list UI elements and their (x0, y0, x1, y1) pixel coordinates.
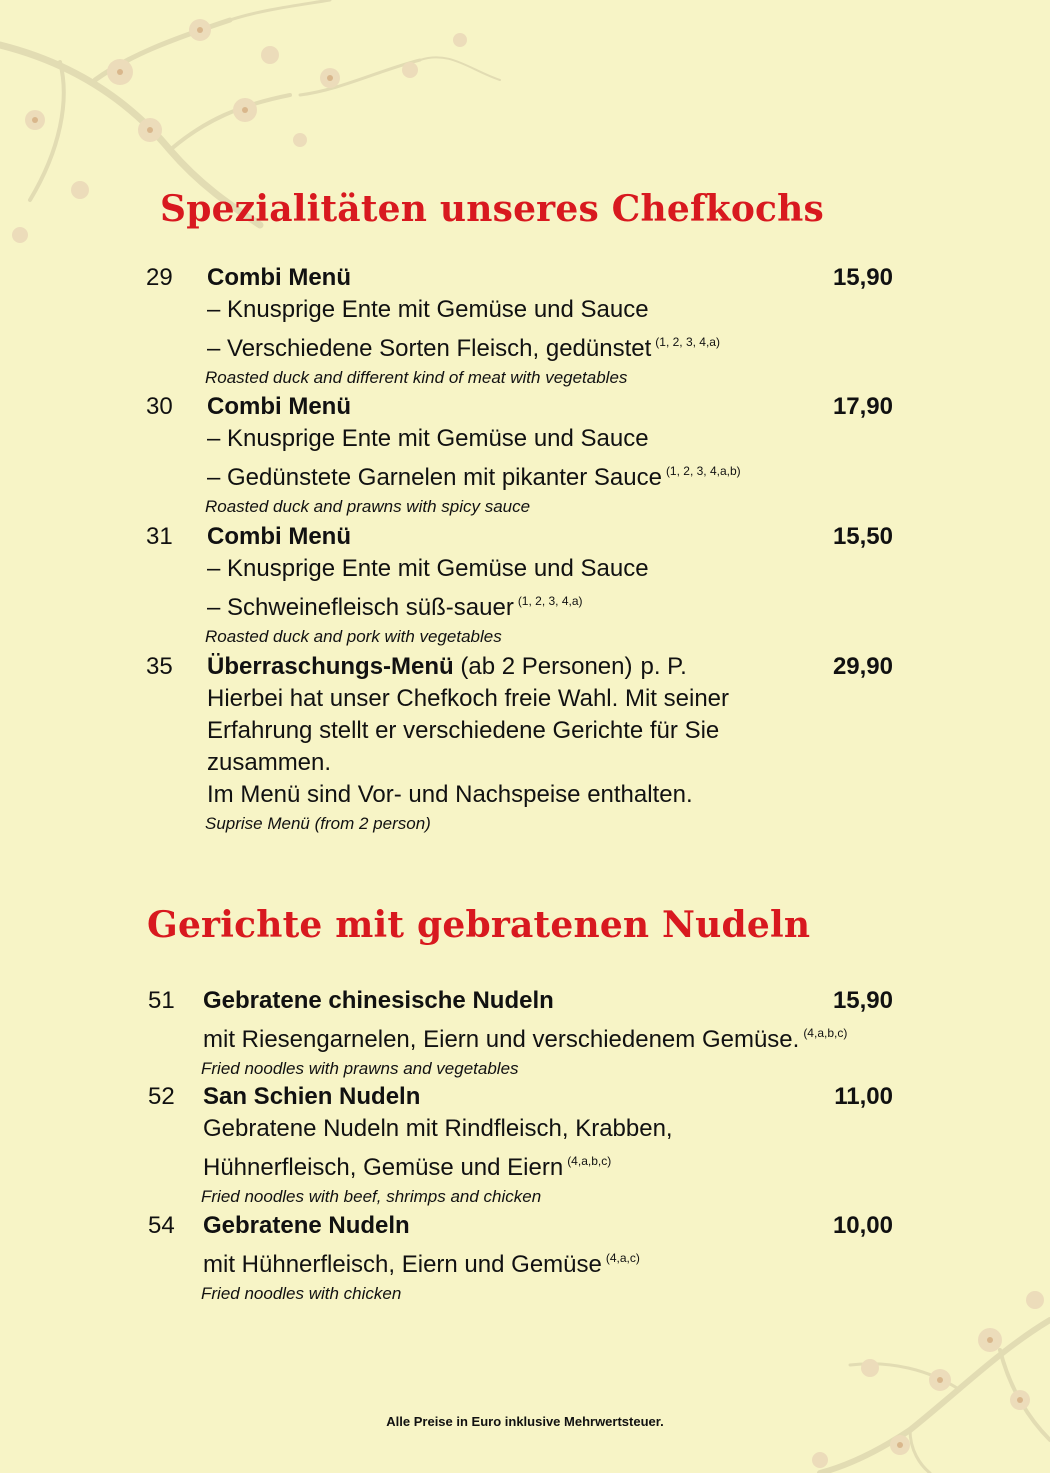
item-name: Gebratene Nudeln (203, 1212, 410, 1239)
allergen-codes: (1, 2, 3, 4,a) (517, 594, 583, 608)
item-description-line: – Knusprige Ente mit Gemüse und Sauce (207, 296, 649, 323)
item-description-line: Hühnerfleisch, Gemüse und Eiern (203, 1154, 564, 1181)
allergen-codes: (4,a,b,c) (803, 1026, 848, 1040)
item-number: 31 (146, 523, 173, 550)
allergen-codes: (1, 2, 3, 4,a) (655, 335, 720, 349)
item-name: Combi Menü (207, 393, 351, 420)
item-number: 29 (146, 264, 173, 291)
item-description-line: – Verschiedene Sorten Fleisch, gedünstet (207, 335, 652, 362)
item-description-line: – Gedünstete Garnelen mit pikanter Sauce (207, 464, 662, 491)
item-translation: Roasted duck and pork with vegetables (205, 627, 502, 646)
item-number: 35 (146, 653, 173, 680)
item-description-line: Im Menü sind Vor- und Nachspeise enthalten. (207, 781, 693, 808)
item-translation: Roasted duck and prawns with spicy sauce (205, 497, 531, 516)
item-number: 52 (148, 1083, 175, 1110)
item-description-line: – Knusprige Ente mit Gemüse und Sauce (207, 425, 649, 452)
item-description-line: Hierbei hat unser Chefkoch freie Wahl. Mit seiner (207, 685, 729, 712)
item-number: 54 (148, 1212, 175, 1239)
item-price: 11,00 (834, 1083, 893, 1110)
item-name-extra: (ab 2 Personen) (460, 653, 633, 680)
cherry-blossom-bottom-right-decoration (760, 1280, 1050, 1473)
per-person-label: p. P. (640, 653, 687, 680)
item-name: Überraschungs-Menü (207, 653, 454, 680)
item-translation: Fried noodles with beef, shrimps and chicken (201, 1187, 542, 1206)
item-price: 17,90 (832, 393, 893, 420)
item-translation: Suprise Menü (from 2 person) (205, 814, 431, 833)
item-number: 51 (148, 987, 175, 1014)
item-price: 15,50 (832, 523, 893, 550)
item-price: 29,90 (832, 653, 893, 680)
item-description-line: – Knusprige Ente mit Gemüse und Sauce (207, 555, 649, 582)
item-name: San Schien Nudeln (203, 1083, 421, 1110)
item-name: Gebratene chinesische Nudeln (203, 987, 554, 1014)
section-title-fried-noodles: Gerichte mit gebratenen Nudeln (147, 904, 811, 946)
item-price: 10,00 (832, 1212, 893, 1239)
item-description-line: zusammen. (207, 749, 332, 776)
item-name: Combi Menü (207, 264, 351, 291)
item-translation: Fried noodles with chicken (201, 1284, 402, 1303)
item-description-line: mit Riesengarnelen, Eiern und verschiedenem Gemüse. (203, 1026, 800, 1053)
item-description-line: – Schweinefleisch süß-sauer (207, 594, 514, 621)
allergen-codes: (4,a,c) (605, 1251, 640, 1265)
item-translation: Fried noodles with prawns and vegetables (201, 1059, 519, 1078)
item-description-line: Gebratene Nudeln mit Rindfleisch, Krabben, (203, 1115, 673, 1142)
price-note-footer: Alle Preise in Euro inklusive Mehrwertsteuer. (386, 1414, 664, 1429)
item-description-line: mit Hühnerfleisch, Eiern und Gemüse (203, 1251, 602, 1278)
item-number: 30 (146, 393, 173, 420)
item-translation: Roasted duck and different kind of meat with vegetables (205, 368, 628, 387)
allergen-codes: (4,a,b,c) (567, 1154, 612, 1168)
item-description-line: Erfahrung stellt er verschiedene Gerichte für Sie (207, 717, 720, 744)
item-price: 15,90 (832, 987, 893, 1014)
allergen-codes: (1, 2, 3, 4,a,b) (665, 464, 741, 478)
item-name: Combi Menü (207, 523, 351, 550)
item-price: 15,90 (832, 264, 893, 291)
section-title-chef-specials: Spezialitäten unseres Chefkochs (160, 188, 824, 230)
